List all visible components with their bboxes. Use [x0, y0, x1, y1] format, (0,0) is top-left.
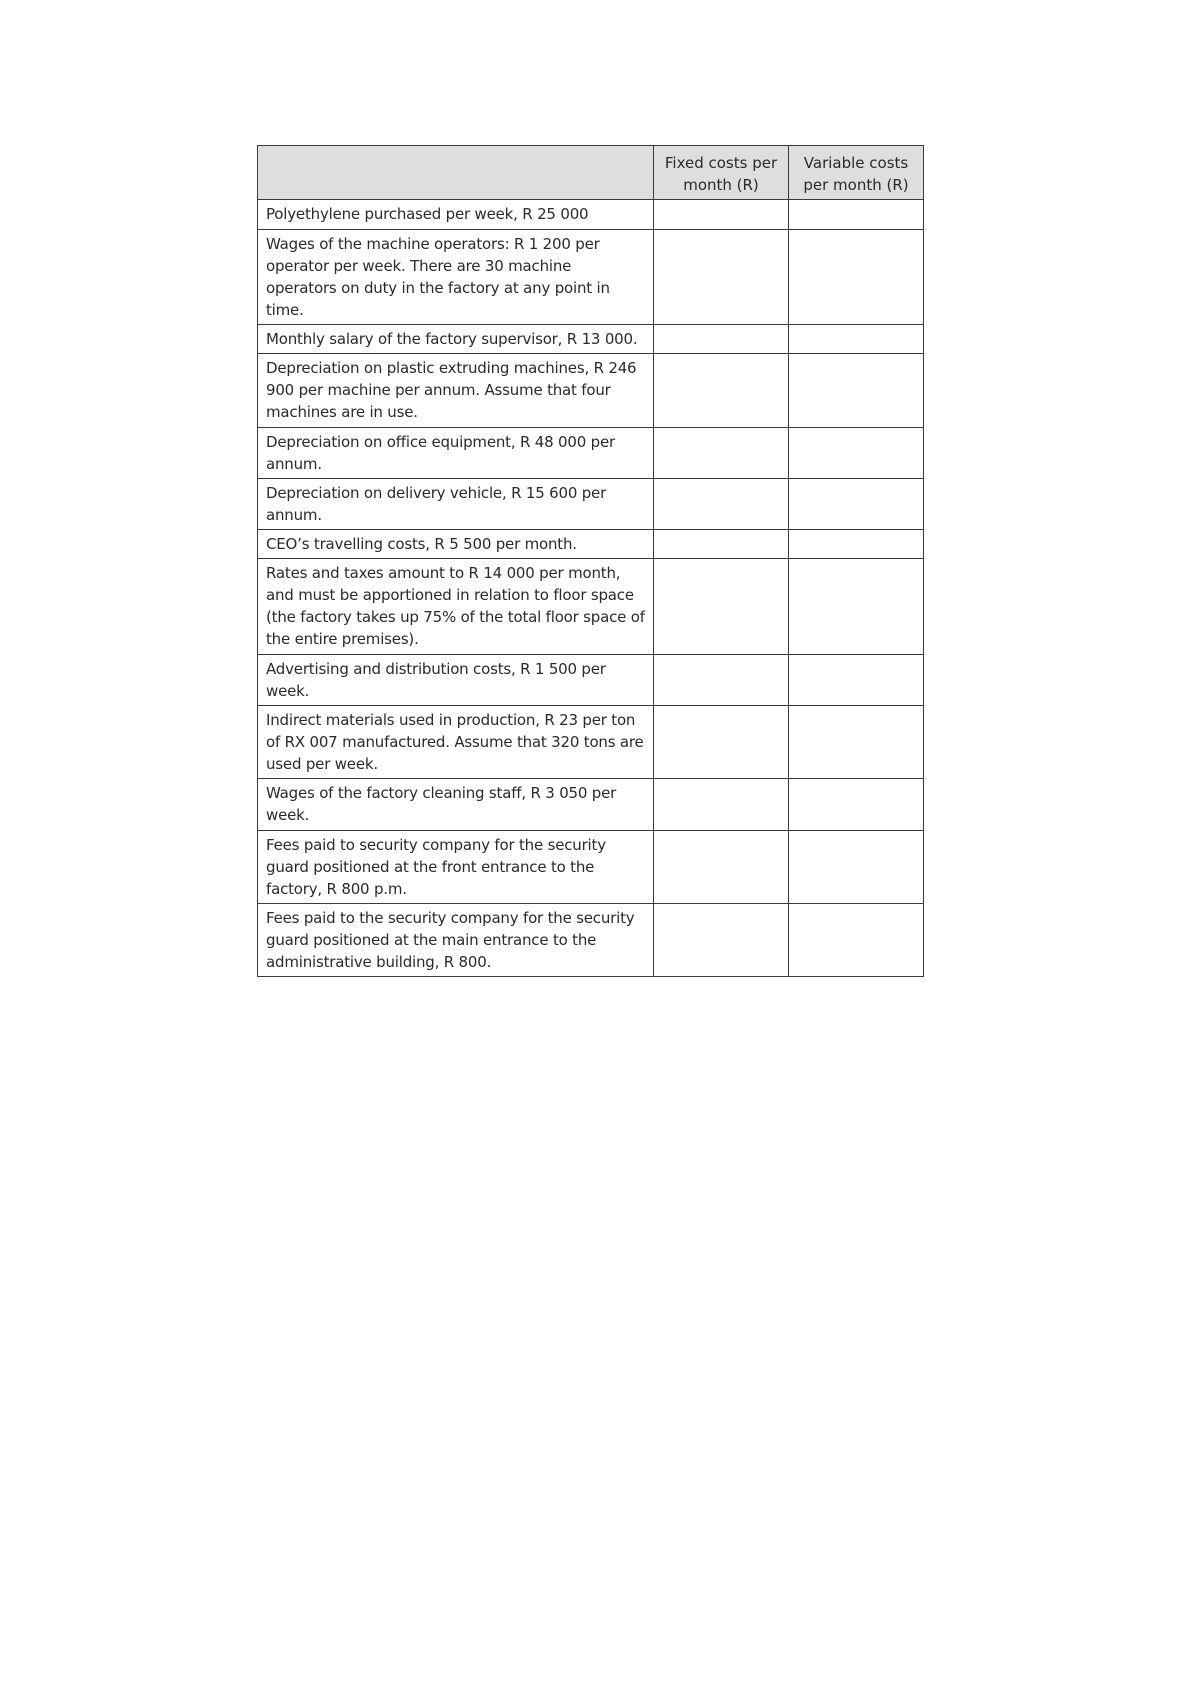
variable-cost-cell[interactable] — [789, 904, 924, 977]
row-item-description: Fees paid to the security company for the security guard positioned at the main entrance to the administrative building, R 800. — [258, 904, 654, 977]
fixed-cost-cell[interactable] — [654, 559, 789, 655]
fixed-cost-cell[interactable] — [654, 230, 789, 325]
variable-cost-cell[interactable] — [789, 479, 924, 530]
table-row — [258, 904, 924, 977]
row-item-description: Wages of the machine operators: R 1 200 per operator per week. There are 30 machine operators on duty in the factory at any point in time. — [258, 230, 654, 325]
fixed-cost-cell[interactable] — [654, 831, 789, 904]
fixed-cost-cell[interactable] — [654, 354, 789, 428]
table-row — [258, 479, 924, 530]
fixed-cost-cell[interactable] — [654, 479, 789, 530]
fixed-cost-cell[interactable] — [654, 200, 789, 230]
fixed-cost-cell[interactable] — [654, 904, 789, 977]
cost-classification-table — [257, 145, 924, 977]
fixed-cost-cell[interactable] — [654, 706, 789, 779]
row-item-description: CEO’s travelling costs, R 5 500 per month. — [258, 530, 654, 559]
row-item-description: Polyethylene purchased per week, R 25 000 — [258, 200, 654, 230]
table-row — [258, 559, 924, 655]
table-row — [258, 779, 924, 831]
table-header-row — [258, 146, 924, 200]
variable-cost-cell[interactable] — [789, 779, 924, 831]
header-variable-costs: Variable costs per month (R) — [789, 146, 924, 200]
variable-cost-cell[interactable] — [789, 559, 924, 655]
variable-cost-cell[interactable] — [789, 706, 924, 779]
fixed-cost-cell[interactable] — [654, 325, 789, 354]
row-item-description: Monthly salary of the factory supervisor, R 13 000. — [258, 325, 654, 354]
row-item-description: Indirect materials used in production, R 23 per ton of RX 007 manufactured. Assume that 320 tons are used per week. — [258, 706, 654, 779]
header-fixed-costs: Fixed costs per month (R) — [654, 146, 789, 200]
fixed-cost-cell[interactable] — [654, 530, 789, 559]
variable-cost-cell[interactable] — [789, 230, 924, 325]
row-item-description: Depreciation on office equipment, R 48 000 per annum. — [258, 428, 654, 479]
fixed-cost-cell[interactable] — [654, 655, 789, 706]
table-row — [258, 530, 924, 559]
row-item-description: Depreciation on delivery vehicle, R 15 600 per annum. — [258, 479, 654, 530]
table-row — [258, 200, 924, 230]
row-item-description: Fees paid to security company for the security guard positioned at the front entrance to the factory, R 800 p.m. — [258, 831, 654, 904]
header-item — [258, 146, 654, 200]
table-row — [258, 706, 924, 779]
fixed-cost-cell[interactable] — [654, 428, 789, 479]
table-row — [258, 354, 924, 428]
row-item-description: Advertising and distribution costs, R 1 500 per week. — [258, 655, 654, 706]
table-row — [258, 831, 924, 904]
variable-cost-cell[interactable] — [789, 325, 924, 354]
row-item-description: Rates and taxes amount to R 14 000 per month, and must be apportioned in relation to floor space (the factory takes up 75% of the total floor space of the entire premises). — [258, 559, 654, 655]
fixed-cost-cell[interactable] — [654, 779, 789, 831]
variable-cost-cell[interactable] — [789, 530, 924, 559]
table-row — [258, 230, 924, 325]
variable-cost-cell[interactable] — [789, 200, 924, 230]
table-row — [258, 655, 924, 706]
row-item-description: Wages of the factory cleaning staff, R 3 050 per week. — [258, 779, 654, 831]
table-row — [258, 428, 924, 479]
variable-cost-cell[interactable] — [789, 831, 924, 904]
variable-cost-cell[interactable] — [789, 354, 924, 428]
variable-cost-cell[interactable] — [789, 428, 924, 479]
variable-cost-cell[interactable] — [789, 655, 924, 706]
table-row — [258, 325, 924, 354]
row-item-description: Depreciation on plastic extruding machines, R 246 900 per machine per annum. Assume that four machines are in use. — [258, 354, 654, 428]
